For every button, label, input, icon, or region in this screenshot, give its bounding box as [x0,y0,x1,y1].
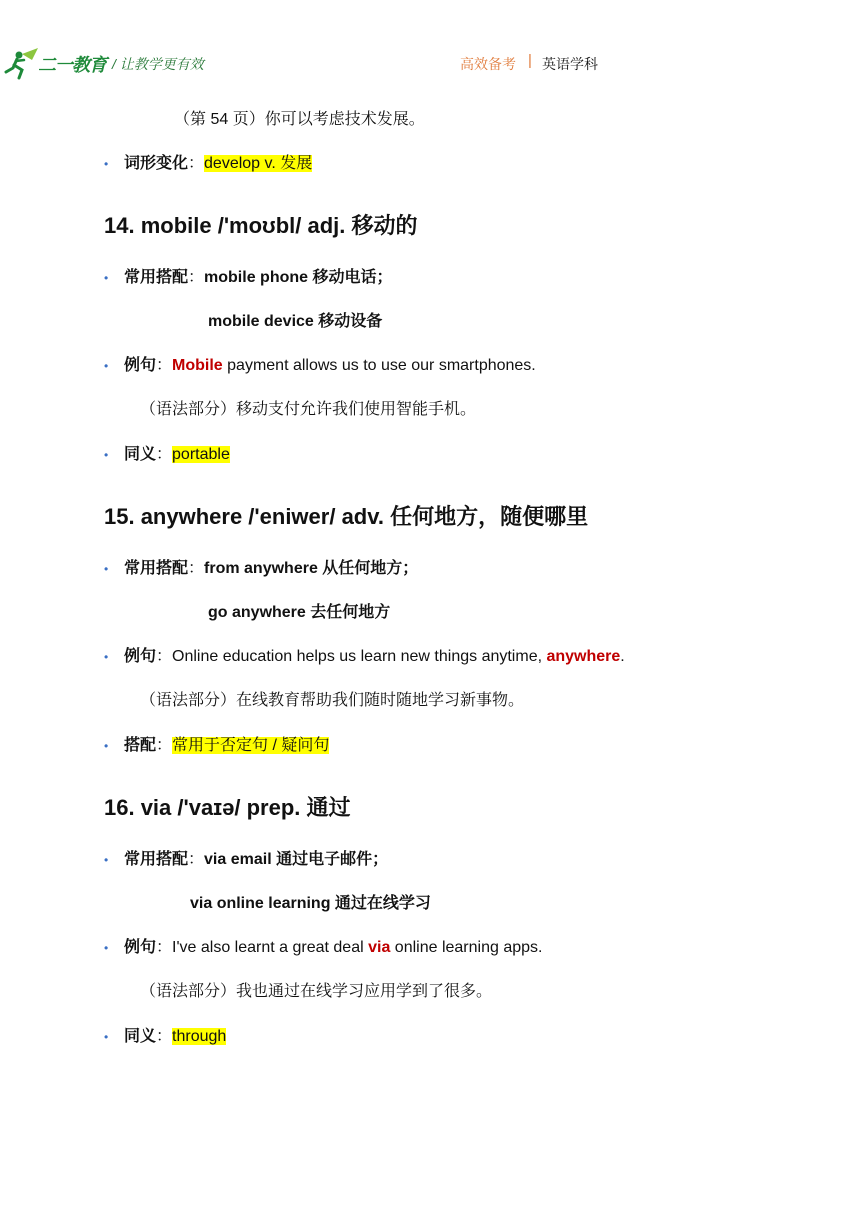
slogan: / 让教学更有效 [112,56,204,72]
bullet-dot-icon: • [104,562,109,576]
label: 例句 [124,939,157,956]
example-text: . [620,648,625,665]
exam-label: 高效备考 [460,56,516,72]
label: 搭配 [124,737,157,754]
label: 同义 [124,446,157,463]
list-item [124,266,392,290]
example-text: Online education helps us learn new things anytime, [172,648,547,665]
list-item [124,936,542,960]
label: 词形变化 [124,155,189,172]
bullet-dot-icon: • [104,157,109,171]
example-text: payment allows us to use our smartphones. [222,357,536,374]
word-heading: 14. mobile /'moʊbl/ adj. 移动的 [104,213,418,238]
list-item [124,354,536,378]
highlight-value: 常用于否定句 / 疑问句 [172,737,330,754]
page-header [0,44,860,84]
list-item [124,1025,226,1049]
keyword: via [368,939,391,956]
label: 常用搭配 [124,851,189,868]
collocation: go anywhere 去任何地方 [208,604,391,621]
bullet-dot-icon: • [104,271,109,285]
label: 例句 [124,648,157,665]
collocation: mobile phone 移动电话； [204,269,393,286]
list-item [124,645,625,669]
highlight-value: develop v. 发展 [204,155,313,172]
label: 例句 [124,357,157,374]
translation: （语法部分）在线教育帮助我们随时随地学习新事物。 [140,692,525,709]
colon: ： [188,155,205,172]
colon: ： [156,939,173,956]
collocation: from anywhere 从任何地方； [204,560,419,577]
bullet-dot-icon: • [104,941,109,955]
list-item [124,557,418,581]
colon: ： [156,737,173,754]
colon: ： [156,357,173,374]
colon: ： [188,851,205,868]
bullet-dot-icon: • [104,650,109,664]
subject-label: 英语学科 [542,56,598,72]
translation: （第 54 页）你可以考虑技术发展。 [174,111,425,128]
bullet-dot-icon: • [104,448,109,462]
collocation: mobile device 移动设备 [208,313,383,330]
example-text: online learning apps. [390,939,543,956]
bullet-dot-icon: • [104,739,109,753]
runner-logo-icon [2,46,40,80]
collocation: via online learning 通过在线学习 [190,895,431,912]
header-separator: | [528,52,532,69]
bullet-dot-icon: • [104,359,109,373]
colon: ： [188,560,205,577]
word-heading: 15. anywhere /'eniwer/ adv. 任何地方，随便哪里 [104,504,589,529]
colon: ： [188,269,205,286]
list-item [124,734,329,758]
label: 同义 [124,1028,157,1045]
bullet-dot-icon: • [104,1030,109,1044]
collocation: via email 通过电子邮件； [204,851,389,868]
list-item [124,152,312,176]
colon: ： [156,1028,173,1045]
label: 常用搭配 [124,560,189,577]
translation: （语法部分）移动支付允许我们使用智能手机。 [140,401,477,418]
colon: ： [156,446,173,463]
word-heading: 16. via /'vaɪə/ prep. 通过 [104,795,351,820]
example-text: I've also learnt a great deal [172,939,369,956]
keyword: Mobile [172,357,223,374]
bullet-dot-icon: • [104,853,109,867]
highlight-value: portable [172,446,230,463]
brand-name: 二一教育 [38,55,106,75]
label: 常用搭配 [124,269,189,286]
colon: ： [156,648,173,665]
keyword: anywhere [546,648,621,665]
translation: （语法部分）我也通过在线学习应用学到了很多。 [140,983,493,1000]
list-item [124,848,388,872]
highlight-value: through [172,1028,227,1045]
list-item [124,443,230,467]
